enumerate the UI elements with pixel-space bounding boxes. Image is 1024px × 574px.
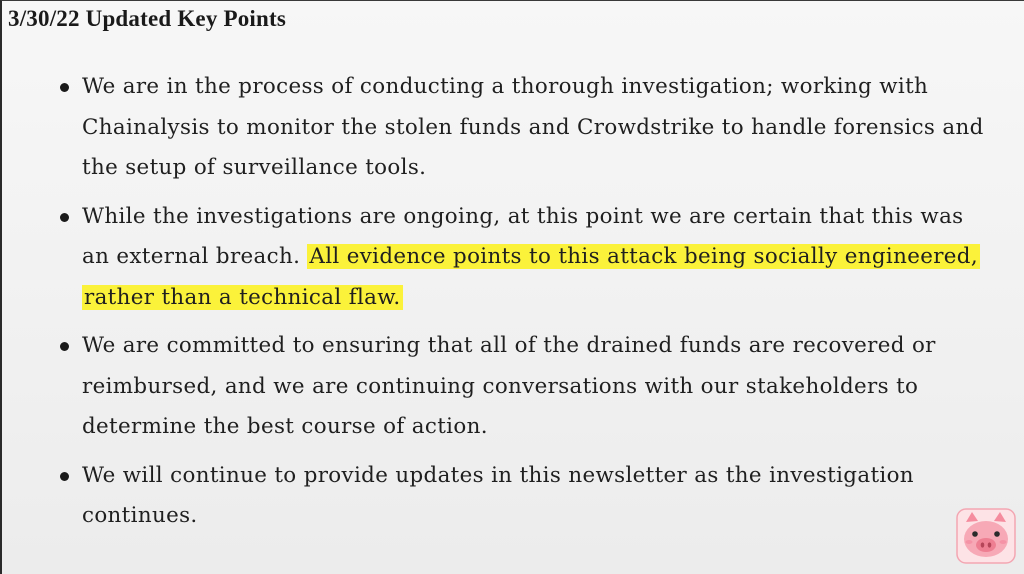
page-title: 3/30/22 Updated Key Points	[8, 6, 287, 31]
bullet-icon	[60, 83, 69, 92]
bullet-text: While the investigations are ongoing, at this point we are certain that this was an external breach.	[82, 203, 964, 269]
key-points-list	[60, 67, 990, 545]
pig-face-icon	[956, 508, 1016, 564]
bullet-text: We are in the process of conducting a thorough investigation; working with Chainalysis to monitor the stolen funds and Crowdstrike to handle forensics and the setup of surveillance tools.	[82, 74, 984, 180]
highlighted-text: All evidence points to this attack being socially engineered, rather than a technical flaw.	[84, 244, 978, 310]
list-item	[60, 326, 990, 448]
bullet-text: We will continue to provide updates in this newsletter as the investigation continues.	[82, 462, 914, 528]
list-item	[60, 67, 990, 189]
bullet-icon	[60, 472, 69, 481]
bullet-text: We are committed to ensuring that all of the drained funds are recovered or reimbursed, and we are continuing conversations with our stakeholders to determine the best course of action.	[82, 333, 936, 439]
list-item	[60, 197, 990, 319]
bullet-icon	[60, 342, 69, 351]
list-item	[60, 456, 990, 537]
bullet-icon	[60, 213, 69, 222]
